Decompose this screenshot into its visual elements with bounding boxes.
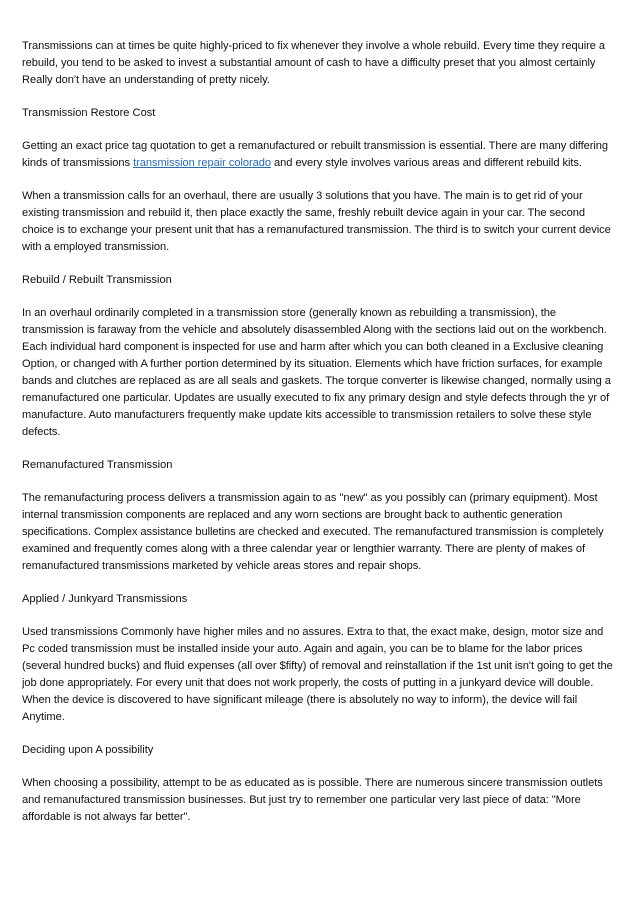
- cost-paragraph: [22, 138, 618, 172]
- cost-text-after-link: and every style involves various areas and different rebuild kits.: [271, 157, 582, 169]
- heading-rebuild-transmission: Rebuild / Rebuilt Transmission: [22, 274, 172, 286]
- remanufactured-paragraph: The remanufacturing process delivers a transmission again to as "new" as you possibly can (primary equipment). Most internal transmission components are replaced and any worn sections are brought back to authentic generation specifications. Complex assistance bulletins are checked and executed. The remanufactured transmission is completely examined and frequently comes along with a three calendar year or lengthier warranty. There are plenty of makes of remanufactured transmissions marketed by vehicle areas stores and repair shops.: [22, 492, 604, 572]
- cost-text-before-link: Getting an exact price tag quotation to get a remanufactured or rebuilt transmission is essential. There are many differing kinds of transmissions: [22, 140, 609, 169]
- intro-paragraph: Transmissions can at times be quite highly-priced to fix whenever they involve a whole rebuild. Every time they require a rebuild, you tend to be asked to invest a substantial amount of cash to have a difficulty preset that you almost certainly Really don't have an understanding of pretty nicely.: [22, 40, 606, 86]
- deciding-paragraph: When choosing a possibility, attempt to be as educated as is possible. There are numerous sincere transmission outlets and remanufactured transmission businesses. But just try to remember one particular very last piece of data: "More affordable is not always far better".: [22, 777, 603, 823]
- rebuild-paragraph: In an overhaul ordinarily completed in a transmission store (generally known as rebuilding a transmission), the transmission is faraway from the vehicle and absolutely disassembled Along with the sections laid out on the workbench. Each individual hard component is inspected for use and harm after which you can both cleaned in a Exclusive cleaning Option, or changed with A further portion determined by its situation. Elements which have friction surfaces, for example bands and clutches are replaced as are all seals and gaskets. The torque converter is likewise changed, normally using a remanufactured one particular. Updates are usually executed to fix any primary design and style defects through the yr of manufacture. Auto manufacturers frequently make update kits accessible to transmission retailers to solve these style defects.: [22, 307, 611, 438]
- heading-used-junkyard-transmissions: Applied / Junkyard Transmissions: [22, 593, 188, 605]
- heading-deciding-possibility: Deciding upon A possibility: [22, 744, 154, 756]
- heading-transmission-restore-cost: Transmission Restore Cost: [22, 107, 156, 119]
- heading-remanufactured-transmission: Remanufactured Transmission: [22, 459, 173, 471]
- overhaul-paragraph: When a transmission calls for an overhaul, there are usually 3 solutions that you have. The main is to get rid of your existing transmission and rebuild it, then place exactly the same, freshly rebuilt device again in your car. The second choice is to exchange your present unit that has a remanufactured transmission. The third is to switch your current device with a employed transmission.: [22, 190, 611, 253]
- used-paragraph: Used transmissions Commonly have higher miles and no assures. Extra to that, the exact make, design, motor size and Pc coded transmission must be installed inside your auto. Again and again, you can be to blame for the labor prices (several hundred bucks) and fluid expenses (all over $fifty) of removal and reinstallation if the 1st unit isn't going to get the job done appropriately. For every unit that does not work properly, the costs of putting in a junkyard device will double. When the device is discovered to have significant mileage (there is absolutely no way to inform), the device will fail Anytime.: [22, 626, 613, 723]
- transmission-repair-link[interactable]: transmission repair colorado: [133, 157, 272, 169]
